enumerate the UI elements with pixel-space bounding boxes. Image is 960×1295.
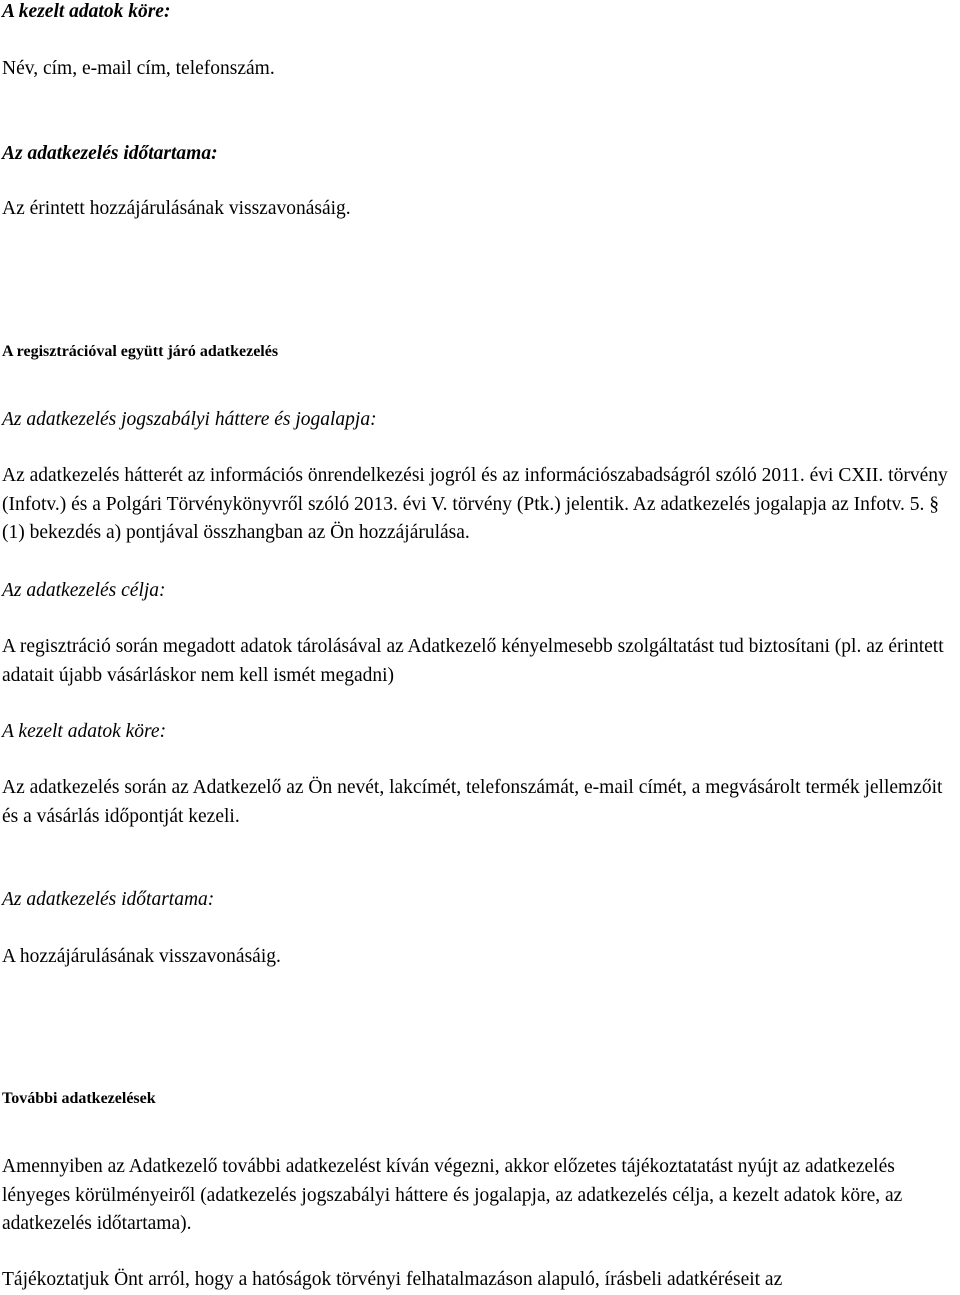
section-heading: A kezelt adatok köre: [2,1,171,22]
paragraph: Tájékoztatjuk Önt arról, hogy a hatóságok törvényi felhatalmazáson alapuló, írásbeli adatkéréseit az [2,1269,783,1290]
section-heading: Az adatkezelés jogszabályi háttere és jogalapja: [2,409,377,430]
paragraph: Az adatkezelés hátterét az információs önrendelkezési jogról és az információszabadságról szóló 2011. évi CXII. törvény (Infotv.) és a Polgári Törvénykönyvről szóló 2013. évi V. törvény (Ptk.) jelentik. Az adatkezelés jogalapja az Infotv. 5. § (1) bekezdés a) pontjával összhangban az Ön hozzájárulása. [2,465,948,543]
paragraph: A regisztráció során megadott adatok tárolásával az Adatkezelő kényelmesebb szolgáltatást tud biztosítani (pl. az érintett adatait újabb vásárláskor nem kell ismét megadni) [2,636,944,686]
paragraph: A hozzájárulásának visszavonásáig. [2,946,281,967]
section-title: A regisztrációval együtt járó adatkezelés [2,343,279,360]
section-title: További adatkezelések [2,1090,156,1107]
paragraph: Név, cím, e-mail cím, telefonszám. [2,58,275,79]
section-heading: A kezelt adatok köre: [2,721,167,742]
section-heading: Az adatkezelés célja: [2,580,166,601]
section-heading: Az adatkezelés időtartama: [2,143,218,164]
paragraph: Az adatkezelés során az Adatkezelő az Ön nevét, lakcímét, telefonszámát, e-mail címét, a megvásárolt termék jellemzőit és a vásárlás időpontját kezeli. [2,777,943,827]
section-heading: Az adatkezelés időtartama: [2,889,215,910]
paragraph: Amennyiben az Adatkezelő további adatkezelést kíván végezni, akkor előzetes tájékoztatatást nyújt az adatkezelés lényeges körülményeiről (adatkezelés jogszabályi háttere és jogalapja, az adatkezelés célja, a kezelt adatok köre, az adatkezelés időtartama). [2,1156,903,1234]
paragraph: Az érintett hozzájárulásának visszavonásáig. [2,198,351,219]
